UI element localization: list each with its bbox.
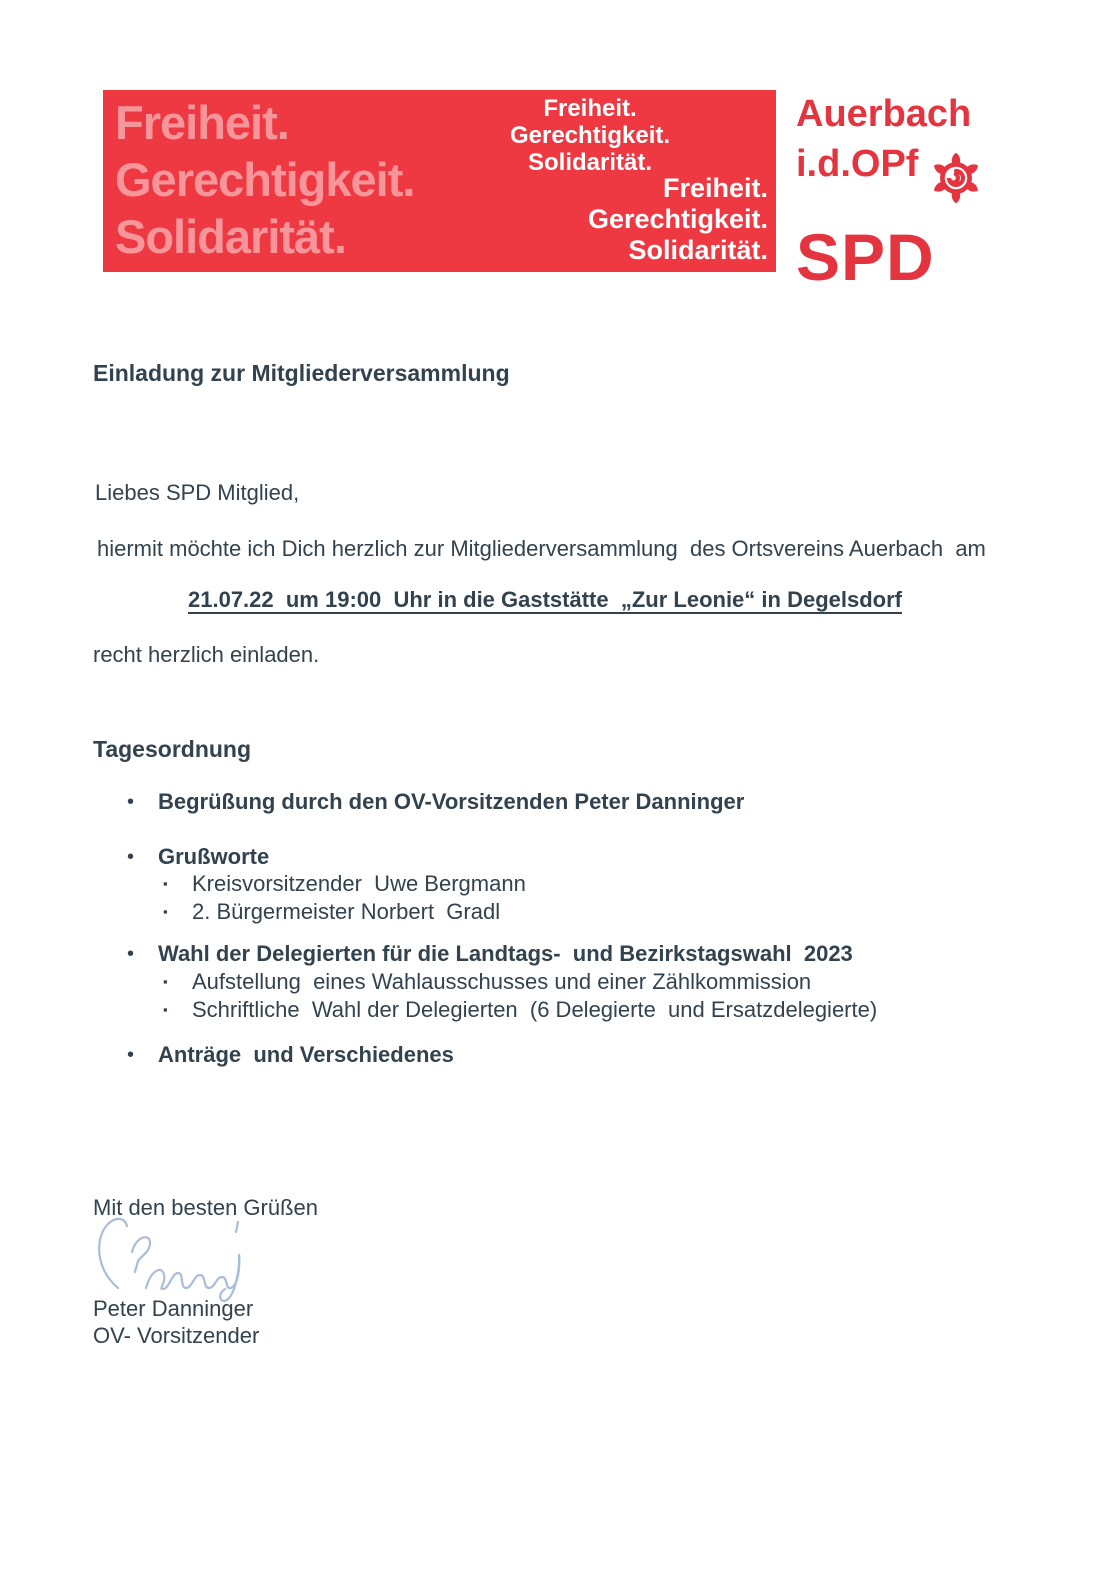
logo-party-name: SPD <box>796 220 935 294</box>
bullet-icon: • <box>127 846 135 868</box>
agenda-item <box>125 941 1045 967</box>
signer-role: OV- Vorsitzender <box>93 1323 260 1348</box>
agenda-item-label: Wahl der Delegierten für die Landtags- und Bezirkstagswahl 2023 <box>158 941 853 966</box>
square-bullet-icon: ▪ <box>163 1002 168 1017</box>
intro-line: hiermit möchte ich Dich herzlich zur Mitgliederversammlung des Ortsvereins Auerbach am <box>97 536 986 561</box>
agenda-subitem-label: Schriftliche Wahl der Delegierten (6 Delegierte und Ersatzdelegierte) <box>192 997 878 1022</box>
event-details-line: 21.07.22 um 19:00 Uhr in die Gaststätte „Zur Leonie“ in Degelsdorf <box>188 587 902 612</box>
spd-logo-block <box>796 92 1006 294</box>
agenda-item <box>125 844 1025 870</box>
closing-line: Mit den besten Grüßen <box>93 1195 319 1220</box>
letter-subject: Einladung zur Mitgliederversammlung <box>93 360 510 386</box>
agenda-subitem-label: Kreisvorsitzender Uwe Bergmann <box>192 871 526 896</box>
slogan-banner <box>103 90 776 272</box>
agenda-subitem <box>160 899 1040 925</box>
agenda-item <box>125 1042 1025 1068</box>
bullet-icon: • <box>127 791 135 813</box>
salutation: Liebes SPD Mitglied, <box>95 480 300 505</box>
square-bullet-icon: ▪ <box>163 876 168 891</box>
agenda-item-label: Anträge und Verschiedenes <box>158 1042 454 1067</box>
banner-right-text: Freiheit. Gerechtigkeit. Solidarität. <box>587 173 768 265</box>
agenda-item <box>125 789 1025 815</box>
agenda-subitem-label: 2. Bürgermeister Norbert Gradl <box>192 899 501 924</box>
banner-center-text: Freiheit. Gerechtigkeit. Solidarität. <box>509 95 671 176</box>
logo-region-name: Auerbach <box>796 93 972 135</box>
agenda-subitem <box>160 997 1060 1023</box>
logo-region-suffix: i.d.OPf <box>796 143 919 185</box>
watermark-line-3: Solidarität. <box>115 210 346 263</box>
bullet-icon: • <box>127 1044 135 1066</box>
agenda-subitem <box>160 969 1060 995</box>
square-bullet-icon: ▪ <box>163 974 168 989</box>
watermark-line-2: Gerechtigkeit. <box>115 153 415 206</box>
agenda-item-label: Begrüßung durch den OV-Vorsitzenden Peter Danninger <box>158 789 745 814</box>
square-bullet-icon: ▪ <box>163 904 168 919</box>
signature <box>88 1208 338 1308</box>
agenda-title: Tagesordnung <box>93 736 252 762</box>
agenda-subitem <box>160 871 1040 897</box>
banner-watermark-text <box>115 94 414 265</box>
agenda-subitem-label: Aufstellung eines Wahlausschusses und einer Zählkommission <box>192 969 812 994</box>
watermark-line-1: Freiheit. <box>115 96 289 149</box>
bullet-icon: • <box>127 943 135 965</box>
agenda-item-label: Grußworte <box>158 844 270 869</box>
outro-line: recht herzlich einladen. <box>93 642 320 667</box>
spd-rose-icon <box>926 148 986 218</box>
signer-name: Peter Danninger <box>93 1296 254 1321</box>
